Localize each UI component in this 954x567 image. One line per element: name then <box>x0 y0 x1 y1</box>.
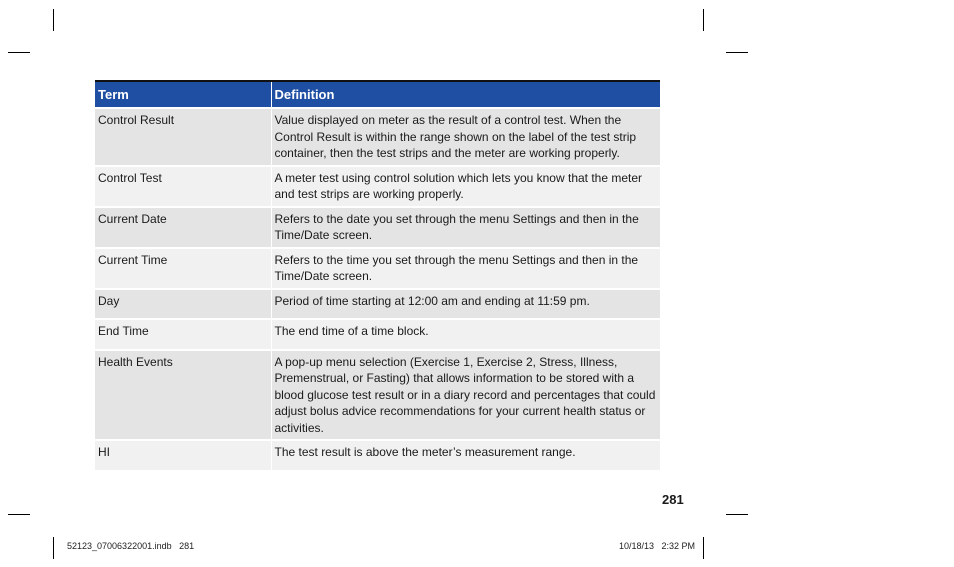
term-cell: Control Result <box>95 108 271 166</box>
header-term: Term <box>95 81 271 108</box>
definition-cell: The test result is above the meter’s measurement range. <box>271 440 660 470</box>
header-row <box>95 81 660 108</box>
table-row <box>95 248 660 289</box>
term-cell: Health Events <box>95 350 271 441</box>
crop-mark-top-left-vertical <box>53 9 54 31</box>
crop-mark-bottom-right-horizontal <box>726 514 748 515</box>
glossary-table <box>95 80 660 470</box>
definition-cell: Period of time starting at 12:00 am and ending at 11:59 pm. <box>271 289 660 319</box>
term-cell: HI <box>95 440 271 470</box>
slug-datetime: 10/18/13 2:32 PM <box>619 541 696 551</box>
crop-mark-top-right-vertical <box>703 9 704 31</box>
definition-cell: The end time of a time block. <box>271 319 660 350</box>
term-cell: Current Time <box>95 248 271 289</box>
crop-mark-bottom-right-vertical <box>703 537 704 559</box>
crop-mark-bottom-left-horizontal <box>8 514 30 515</box>
table-row <box>95 166 660 207</box>
crop-mark-top-left-horizontal <box>8 52 30 53</box>
crop-mark-bottom-left-vertical <box>53 537 54 559</box>
page-number: 281 <box>662 492 684 507</box>
term-cell: Control Test <box>95 166 271 207</box>
table-row <box>95 350 660 441</box>
definition-cell: Refers to the date you set through the menu Settings and then in the Time/Date screen. <box>271 207 660 248</box>
definition-cell: Refers to the time you set through the menu Settings and then in the Time/Date screen. <box>271 248 660 289</box>
slug-file-info: 52123_07006322001.indb 281 <box>67 541 195 551</box>
glossary-header <box>95 81 660 108</box>
term-cell: End Time <box>95 319 271 350</box>
definition-cell: A pop-up menu selection (Exercise 1, Exercise 2, Stress, Illness, Premenstrual, or Fasting) that allows information to be stored with a blood glucose test result or in a diary record and percentages that could adjust bolus advice recommendations for your current health status or activities. <box>271 350 660 441</box>
term-cell: Current Date <box>95 207 271 248</box>
definition-cell: A meter test using control solution which lets you know that the meter and test strips are working properly. <box>271 166 660 207</box>
definition-cell: Value displayed on meter as the result of a control test. When the Control Result is within the range shown on the label of the test strip container, then the test strips and the meter are working properly. <box>271 108 660 166</box>
glossary-body <box>95 108 660 470</box>
table-row <box>95 108 660 166</box>
table-row <box>95 289 660 319</box>
header-definition: Definition <box>271 81 660 108</box>
table-row <box>95 440 660 470</box>
crop-mark-top-right-horizontal <box>726 52 748 53</box>
term-cell: Day <box>95 289 271 319</box>
table-row <box>95 207 660 248</box>
table-row <box>95 319 660 350</box>
